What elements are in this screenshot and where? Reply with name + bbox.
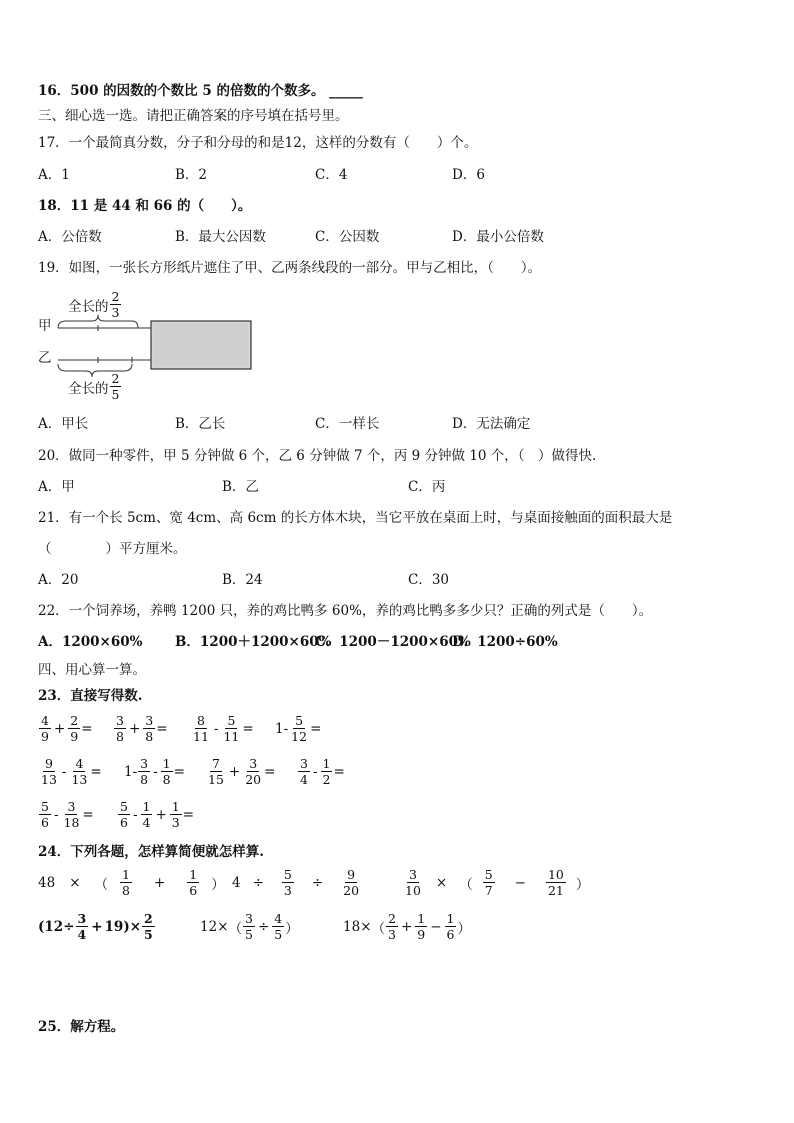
- q17-option-b: B．2: [175, 167, 208, 183]
- question-23-text: 23．直接写得数.: [38, 688, 143, 704]
- q23-expr-2: 3 8 + $\frac{3}{8}$ =: [116, 713, 168, 744]
- q19-bottom-fraction: 2 5: [111, 371, 120, 402]
- question-25-text: 25．解方程。: [38, 1019, 125, 1035]
- q23-expr-10: 5 6 - 1 4 + $\frac{1}{3}$ =: [120, 799, 195, 830]
- q19-label-a: 甲: [38, 318, 52, 334]
- q19-option-a: A．甲长: [38, 416, 89, 432]
- q23-expr-6: 1- 3 8 - $\frac{1}{8}$ =: [124, 756, 185, 787]
- q21-option-a: A．20: [38, 572, 79, 588]
- q19-option-b: B．乙长: [175, 416, 226, 432]
- q19-top-text: 全长的: [68, 298, 109, 315]
- q24-expr-4: ( 12 ÷ $\frac{3}{4}$ + 19 ) × $\frac{2}{5}$: [38, 911, 153, 942]
- q24-expr-6: 18 × （ 2 3 + $\frac{1}{9}$ − $\frac{1}{6}$ ）: [343, 911, 471, 942]
- q23-expr-5: 9 13 - $\frac{4}{13}$ =: [41, 756, 102, 787]
- q20-option-c: C．丙: [408, 479, 446, 495]
- q19-option-d: D．无法确定: [452, 416, 531, 432]
- q24-expr-2: 4 ÷ $\frac{5}{3}$ ÷ $\frac{9}{20}$: [232, 867, 360, 898]
- q19-figure: [36, 288, 266, 400]
- q22-option-a: A．1200×60%: [38, 634, 143, 650]
- q19-option-c: C．一样长: [315, 416, 380, 432]
- q23-expr-1: 4 9 + $\frac{2}{9}$ =: [41, 713, 93, 744]
- q23-expr-7: 7 15 + $\frac{3}{20}$ =: [208, 756, 276, 787]
- question-16: [38, 82, 363, 100]
- section-4-heading: 四、用心算一算。: [38, 662, 146, 678]
- q22-option-c: C．1200－1200×60%: [315, 634, 471, 650]
- question-18-text: 18．11 是 44 和 66 的（ ）。: [38, 198, 252, 214]
- q19-bottom-text: 全长的: [68, 380, 109, 397]
- question-21-text-cont: （ ）平方厘米。: [38, 541, 187, 557]
- q18-option-c: C．公因数: [315, 229, 380, 245]
- question-24-text: 24．下列各题，怎样算简便就怎样算.: [38, 844, 264, 860]
- q24-expr-1: 48 × （ 1 8 + $\frac{1}{6}$ ）: [38, 867, 225, 898]
- q19-bottom-label: [68, 372, 122, 401]
- q22-option-d: D．1200÷60%: [452, 634, 558, 650]
- q20-option-b: B．乙: [222, 479, 259, 495]
- q23-expr-9: 5 6 - $\frac{3}{18}$ =: [41, 799, 94, 830]
- q17-option-c: C．4: [315, 167, 348, 183]
- q21-option-b: B．24: [222, 572, 263, 588]
- q23-expr-4: 1- $\frac{5}{12}$ =: [275, 713, 322, 744]
- question-16-blank: _____: [329, 83, 363, 99]
- question-20-text: 20．做同一种零件，甲 5 分钟做 6 个，乙 6 分钟做 7 个，丙 9 分钟做 10 个，（ ）做得快.: [38, 448, 597, 464]
- q22-option-b: B．1200＋1200×60%: [175, 634, 332, 650]
- question-22-text: 22．一个饲养场，养鸭 1200 只，养的鸡比鸭多 60%，养的鸡比鸭多多少只？正确的列式是（ ）。: [38, 603, 653, 619]
- q21-option-c: C．30: [408, 572, 450, 588]
- q19-top-fraction: 2 3: [111, 289, 120, 320]
- q17-option-a: A．1: [38, 167, 70, 183]
- q18-option-a: A．公倍数: [38, 229, 102, 245]
- q19-top-label: [68, 290, 122, 319]
- q24-expr-3: $\frac{3}{10}$ × （ 5 7 − $\frac{10}{21}$ ）: [405, 867, 590, 898]
- question-17-text: 17．一个最简真分数，分子和分母的和是12，这样的分数有（ ）个。: [38, 135, 478, 151]
- q20-option-a: A．甲: [38, 479, 75, 495]
- question-16-text: 16．500 的因数的个数比 5 的倍数的个数多。: [38, 83, 325, 99]
- q17-option-d: D．6: [452, 167, 485, 183]
- section-3-heading: 三、细心选一选。请把正确答案的序号填在括号里。: [38, 108, 349, 124]
- q24-expr-5: 12 × （ $\frac{3}{5}$ ÷ $\frac{4}{5}$ ）: [200, 911, 299, 942]
- q19-label-b: 乙: [38, 350, 52, 366]
- question-21-text: 21．有一个长 5cm、宽 4cm、高 6cm 的长方体木块，当它平放在桌面上时，与桌面接触面的面积最大是: [38, 510, 673, 526]
- q18-option-d: D．最小公倍数: [452, 229, 544, 245]
- q23-expr-3: 8 11 - $\frac{5}{11}$ =: [193, 713, 254, 744]
- question-19-text: 19．如图，一张长方形纸片遮住了甲、乙两条线段的一部分。甲与乙相比，（ ）。: [38, 260, 542, 276]
- q18-option-b: B．最大公因数: [175, 229, 266, 245]
- q23-expr-8: 3 4 - $\frac{1}{2}$ =: [300, 756, 345, 787]
